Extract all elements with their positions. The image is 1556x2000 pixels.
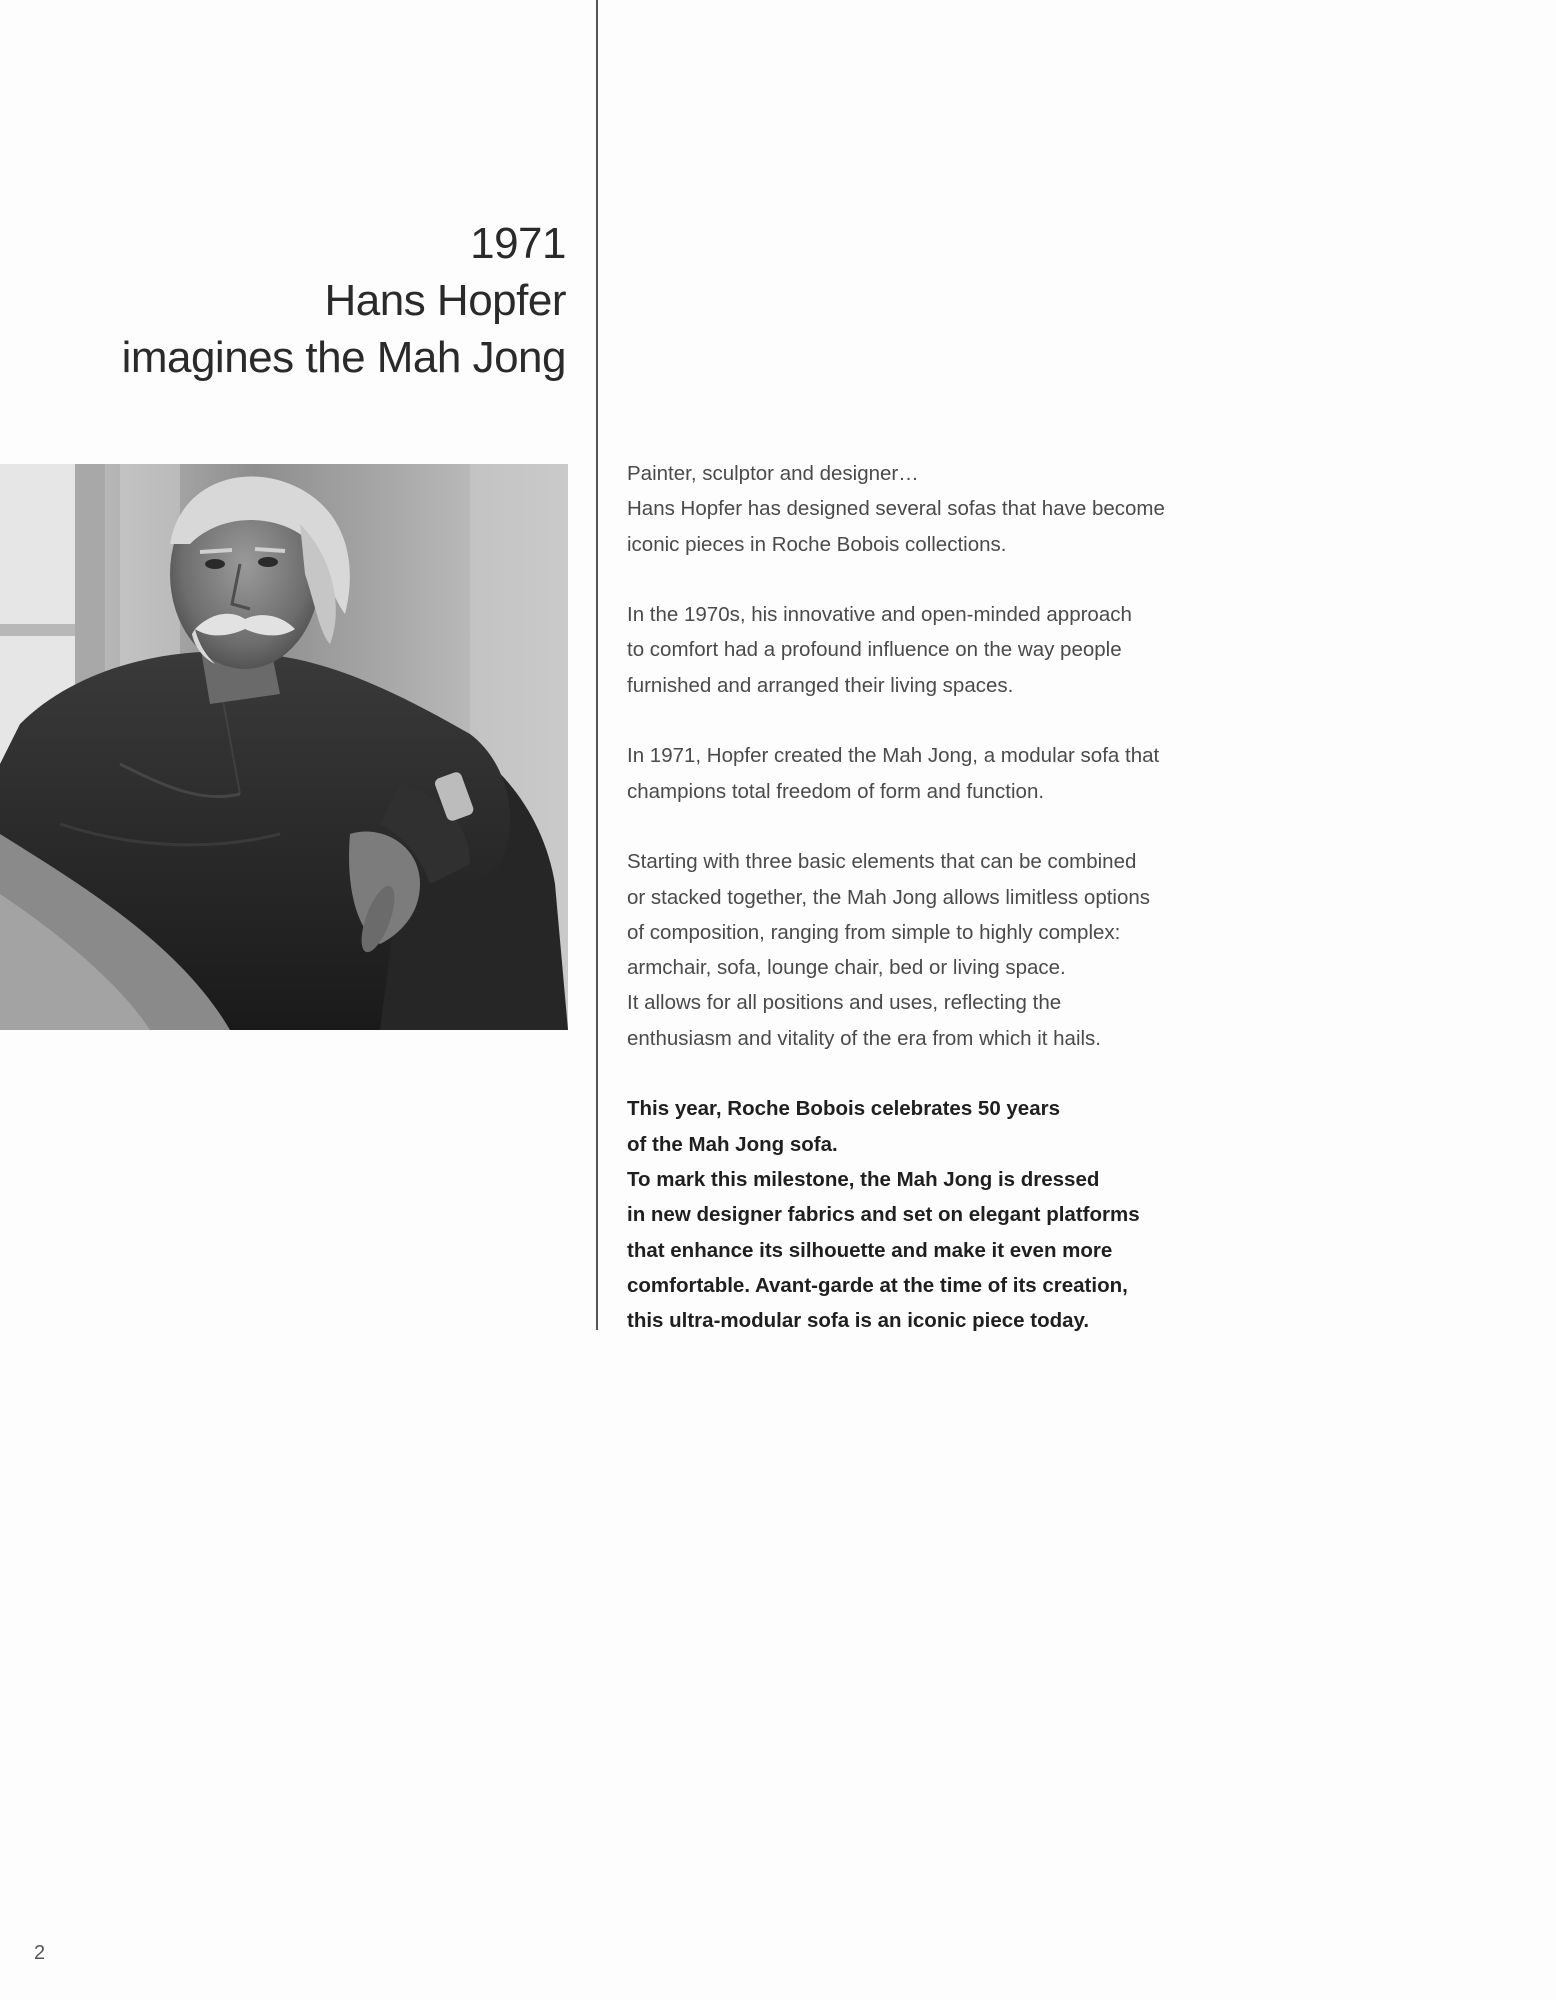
portrait-image	[0, 464, 568, 1030]
paragraph-elements	[627, 844, 1247, 1056]
text-line: Starting with three basic elements that can be combined	[627, 850, 1137, 874]
portrait-photo	[0, 464, 568, 1030]
text-line: Hans Hopfer has designed several sofas that have become	[627, 497, 1165, 521]
text-line: Painter, sculptor and designer…	[627, 462, 919, 485]
text-line: comfortable. Avant-garde at the time of its creation,	[627, 1273, 1128, 1297]
text-line: It allows for all positions and uses, reflecting the	[627, 991, 1062, 1015]
paragraph-intro	[627, 456, 1247, 562]
heading-designer: Hans Hopfer	[324, 276, 566, 325]
text-line: this ultra-modular sofa is an iconic piece today.	[627, 1309, 1090, 1333]
page-number: 2	[34, 1942, 46, 1964]
body-text	[627, 456, 1247, 1374]
text-line: This year, Roche Bobois celebrates 50 years	[627, 1097, 1060, 1121]
text-line: In 1971, Hopfer created the Mah Jong, a modular sofa that	[627, 744, 1160, 768]
text-line: or stacked together, the Mah Jong allows limitless options	[627, 885, 1151, 909]
text-line: to comfort had a profound influence on the way people	[627, 638, 1122, 662]
text-line: in new designer fabrics and set on elegant platforms	[627, 1203, 1140, 1227]
paragraph-1970s	[627, 597, 1247, 703]
text-line: armchair, sofa, lounge chair, bed or living space.	[627, 956, 1066, 980]
paragraph-1971	[627, 738, 1247, 809]
text-line: iconic pieces in Roche Bobois collections.	[627, 532, 1007, 556]
text-line: of the Mah Jong sofa.	[627, 1132, 838, 1156]
text-line: of composition, ranging from simple to highly complex:	[627, 920, 1121, 944]
heading-subject: imagines the Mah Jong	[121, 333, 566, 382]
text-line: furnished and arranged their living spaces.	[627, 673, 1014, 697]
text-line: enthusiasm and vitality of the era from which it hails.	[627, 1026, 1101, 1050]
heading-year: 1971	[470, 219, 566, 268]
text-line: In the 1970s, his innovative and open-minded approach	[627, 603, 1132, 627]
text-line: that enhance its silhouette and make it even more	[627, 1238, 1113, 1262]
paragraph-anniversary	[627, 1091, 1247, 1338]
vertical-divider	[596, 0, 598, 1330]
text-line: champions total freedom of form and function.	[627, 779, 1045, 803]
page-heading	[60, 215, 566, 386]
text-line: To mark this milestone, the Mah Jong is dressed	[627, 1167, 1100, 1191]
